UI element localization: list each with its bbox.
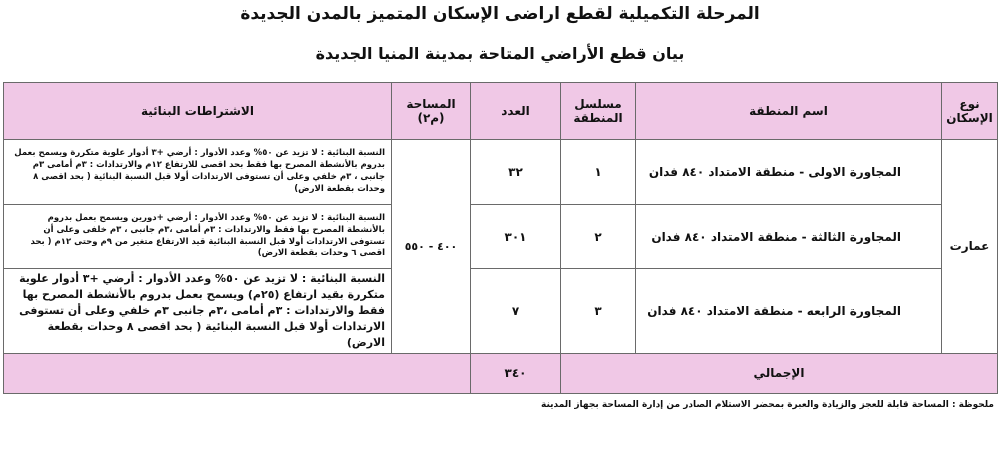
total-row: [4, 353, 998, 393]
header-area: المساحة (م٢): [392, 83, 471, 140]
zone-serial-cell: ٢: [561, 205, 636, 269]
page-subtitle: بيان قطع الأراضي المتاحة بمدينة المنيا الجديدة: [315, 44, 685, 63]
header-count: العدد: [471, 83, 561, 140]
table-row: [4, 269, 998, 354]
housing-type-cell: عمارت: [942, 140, 998, 354]
total-label: الإجمالي: [561, 353, 998, 393]
area-cell: ٤٠٠ - ٥٥٠: [392, 140, 471, 354]
zone-serial-cell: ١: [561, 140, 636, 205]
count-cell: ٣٢: [471, 140, 561, 205]
footnote: ملحوظة : المساحة قابلة للعجز والزيادة والعبرة بمحضر الاستلام الصادر من إدارة المساحة بجهاز المدينة: [541, 400, 994, 410]
conditions-cell: النسبة البنائية : لا تزيد عن ٥٠% وعدد الأدوار : أرضي +دورين ويسمح بعمل بدروم بالأنشطة المصرح بها فقط والارتدادات : ٣م أمامى ،٣م جانبى ، ٣م خلفى وعلى أن تستوفى الارتدادات أولا قبل النسبة البنائية قيد الارتفاع متغير من ٩م وحتى ١٢م ( بحد اقصى ٦ وحدات بقطعة الارض): [4, 205, 392, 269]
conditions-cell: النسبة البنائية : لا تزيد عن ٥٠% وعدد الأدوار : أرضي +٣ أدوار علوية متكررة بقيد ارتفاع (٢٥م) ويسمح بعمل بدروم بالأنشطة المصرح بها فقط والارتدادات : ٣م أمامى ،٣م جانبى ٣م خلفي وعلى أن تستوفى الارتدادات أولا قبل النسبة البنائية ( بحد اقصى ٨ وحدات بقطعة الارض): [4, 269, 392, 354]
zone-name-cell: المجاورة الرابعه - منطقة الامتداد ٨٤٠ فدان: [636, 269, 942, 354]
header-zone-serial: مسلسل المنطقة: [561, 83, 636, 140]
header-housing-type: نوع الإسكان: [942, 83, 998, 140]
table-header-row: [4, 83, 998, 140]
total-empty-cell: [4, 353, 471, 393]
zone-name-cell: المجاورة الاولى - منطقة الامتداد ٨٤٠ فدان: [636, 140, 942, 205]
page-title: المرحلة التكميلية لقطع اراضى الإسكان المتميز بالمدن الجديدة: [240, 4, 760, 24]
table-row: [4, 140, 998, 205]
header-conditions: الاشتراطات البنائية: [4, 83, 392, 140]
zone-serial-cell: ٣: [561, 269, 636, 354]
zone-name-cell: المجاورة الثالثة - منطقة الامتداد ٨٤٠ فدان: [636, 205, 942, 269]
conditions-cell: النسبة البنائية : لا تزيد عن ٥٠% وعدد الأدوار : أرضي +٣ أدوار علوية متكررة ويسمح بعمل بدروم بالأنشطة المصرح بها فقط بحد اقصى للارتفاع ١٢م والارتدادات : ٣م أمامى ٣م جانبى ، ٣م خلفي وعلى أن تستوفى الارتدادات أولا قبل النسبة البنائية ( بحد اقصى ٨ وحدات بقطعة الارض): [4, 140, 392, 205]
total-count: ٣٤٠: [471, 353, 561, 393]
land-plots-table: [3, 82, 998, 394]
count-cell: ٣٠١: [471, 205, 561, 269]
table-row: [4, 205, 998, 269]
header-zone-name: اسم المنطقة: [636, 83, 942, 140]
count-cell: ٧: [471, 269, 561, 354]
